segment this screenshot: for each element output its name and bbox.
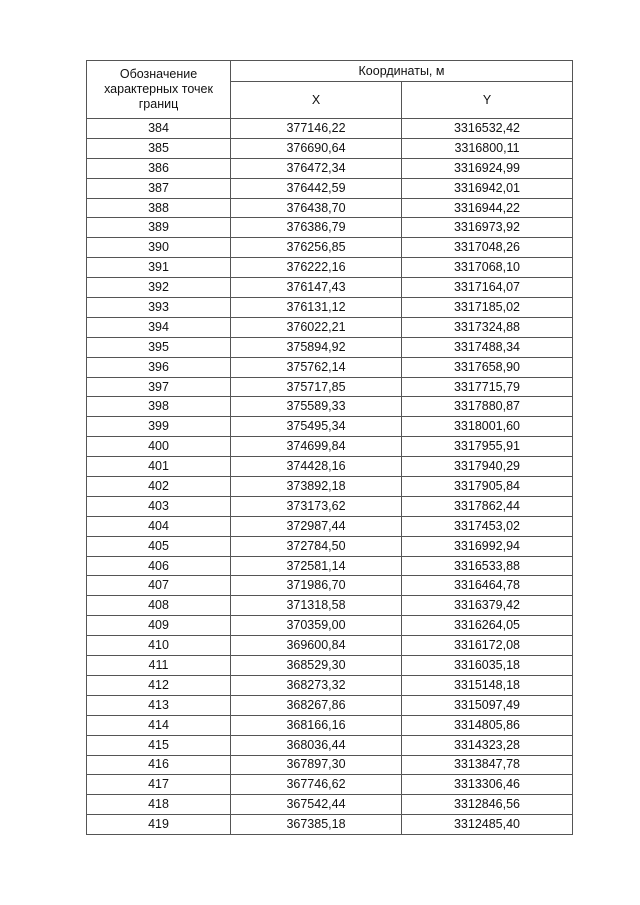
point-cell: 398 xyxy=(87,397,231,417)
y-cell: 3316973,92 xyxy=(402,218,573,238)
table-row xyxy=(87,357,573,377)
x-cell: 367542,44 xyxy=(231,795,402,815)
point-cell: 418 xyxy=(87,795,231,815)
point-cell: 386 xyxy=(87,158,231,178)
x-cell: 372581,14 xyxy=(231,556,402,576)
y-cell: 3317068,10 xyxy=(402,258,573,278)
y-cell: 3317715,79 xyxy=(402,377,573,397)
x-cell: 367897,30 xyxy=(231,755,402,775)
table-row xyxy=(87,158,573,178)
x-cell: 368036,44 xyxy=(231,735,402,755)
y-cell: 3314805,86 xyxy=(402,715,573,735)
y-cell: 3316379,42 xyxy=(402,596,573,616)
x-cell: 375717,85 xyxy=(231,377,402,397)
point-cell: 412 xyxy=(87,675,231,695)
table-row xyxy=(87,138,573,158)
x-cell: 371986,70 xyxy=(231,576,402,596)
point-cell: 403 xyxy=(87,496,231,516)
table-body xyxy=(87,119,573,835)
y-cell: 3316532,42 xyxy=(402,119,573,139)
x-cell: 372987,44 xyxy=(231,516,402,536)
y-cell: 3312485,40 xyxy=(402,815,573,835)
x-cell: 368529,30 xyxy=(231,656,402,676)
point-cell: 395 xyxy=(87,337,231,357)
coordinates-table xyxy=(86,60,573,835)
table-row xyxy=(87,417,573,437)
x-cell: 376442,59 xyxy=(231,178,402,198)
y-cell: 3316942,01 xyxy=(402,178,573,198)
point-cell: 416 xyxy=(87,755,231,775)
point-cell: 406 xyxy=(87,556,231,576)
table-row xyxy=(87,238,573,258)
table-row xyxy=(87,815,573,835)
table-row xyxy=(87,675,573,695)
table-row xyxy=(87,278,573,298)
point-cell: 391 xyxy=(87,258,231,278)
y-cell: 3317940,29 xyxy=(402,457,573,477)
table-row xyxy=(87,496,573,516)
y-cell: 3318001,60 xyxy=(402,417,573,437)
x-cell: 374428,16 xyxy=(231,457,402,477)
table-row xyxy=(87,715,573,735)
point-cell: 393 xyxy=(87,298,231,318)
point-cell: 397 xyxy=(87,377,231,397)
y-cell: 3316264,05 xyxy=(402,616,573,636)
point-cell: 414 xyxy=(87,715,231,735)
point-cell: 385 xyxy=(87,138,231,158)
table-row xyxy=(87,298,573,318)
x-cell: 373892,18 xyxy=(231,477,402,497)
table-row xyxy=(87,457,573,477)
point-label-header: Обозначение характерных точек границ xyxy=(87,61,231,119)
y-cell: 3317453,02 xyxy=(402,516,573,536)
y-cell: 3316924,99 xyxy=(402,158,573,178)
x-cell: 376222,16 xyxy=(231,258,402,278)
y-cell: 3313306,46 xyxy=(402,775,573,795)
table-row xyxy=(87,556,573,576)
y-column-header: Y xyxy=(402,82,573,119)
table-row xyxy=(87,218,573,238)
y-cell: 3315148,18 xyxy=(402,675,573,695)
x-cell: 376256,85 xyxy=(231,238,402,258)
point-cell: 409 xyxy=(87,616,231,636)
table-row xyxy=(87,636,573,656)
table-header xyxy=(87,61,573,119)
x-cell: 376131,12 xyxy=(231,298,402,318)
y-cell: 3312846,56 xyxy=(402,795,573,815)
y-cell: 3313847,78 xyxy=(402,755,573,775)
x-cell: 376022,21 xyxy=(231,317,402,337)
y-cell: 3317164,07 xyxy=(402,278,573,298)
point-cell: 413 xyxy=(87,695,231,715)
y-cell: 3317658,90 xyxy=(402,357,573,377)
x-cell: 370359,00 xyxy=(231,616,402,636)
point-cell: 384 xyxy=(87,119,231,139)
table-row xyxy=(87,317,573,337)
table-row xyxy=(87,377,573,397)
table-row xyxy=(87,775,573,795)
point-cell: 389 xyxy=(87,218,231,238)
x-cell: 375894,92 xyxy=(231,337,402,357)
table-row xyxy=(87,397,573,417)
y-cell: 3317862,44 xyxy=(402,496,573,516)
table-row xyxy=(87,178,573,198)
x-cell: 375495,34 xyxy=(231,417,402,437)
x-cell: 375762,14 xyxy=(231,357,402,377)
table-row xyxy=(87,337,573,357)
x-cell: 375589,33 xyxy=(231,397,402,417)
x-cell: 367746,62 xyxy=(231,775,402,795)
point-cell: 399 xyxy=(87,417,231,437)
point-cell: 394 xyxy=(87,317,231,337)
x-cell: 377146,22 xyxy=(231,119,402,139)
point-cell: 407 xyxy=(87,576,231,596)
table-row xyxy=(87,656,573,676)
x-cell: 376147,43 xyxy=(231,278,402,298)
table-row xyxy=(87,437,573,457)
y-cell: 3317955,91 xyxy=(402,437,573,457)
x-cell: 368267,86 xyxy=(231,695,402,715)
x-column-header: X xyxy=(231,82,402,119)
x-cell: 371318,58 xyxy=(231,596,402,616)
y-cell: 3316464,78 xyxy=(402,576,573,596)
point-cell: 402 xyxy=(87,477,231,497)
y-cell: 3316944,22 xyxy=(402,198,573,218)
y-cell: 3316992,94 xyxy=(402,536,573,556)
x-cell: 376472,34 xyxy=(231,158,402,178)
table-row xyxy=(87,616,573,636)
x-cell: 376690,64 xyxy=(231,138,402,158)
y-cell: 3317488,34 xyxy=(402,337,573,357)
point-cell: 401 xyxy=(87,457,231,477)
x-cell: 368166,16 xyxy=(231,715,402,735)
point-cell: 388 xyxy=(87,198,231,218)
x-cell: 368273,32 xyxy=(231,675,402,695)
x-cell: 372784,50 xyxy=(231,536,402,556)
y-cell: 3317048,26 xyxy=(402,238,573,258)
point-cell: 400 xyxy=(87,437,231,457)
point-cell: 404 xyxy=(87,516,231,536)
x-cell: 374699,84 xyxy=(231,437,402,457)
y-cell: 3317324,88 xyxy=(402,317,573,337)
table-row xyxy=(87,596,573,616)
point-cell: 405 xyxy=(87,536,231,556)
header-row-1 xyxy=(87,61,573,82)
y-cell: 3317880,87 xyxy=(402,397,573,417)
table-row xyxy=(87,119,573,139)
table-row xyxy=(87,795,573,815)
y-cell: 3316035,18 xyxy=(402,656,573,676)
table-row xyxy=(87,536,573,556)
point-cell: 408 xyxy=(87,596,231,616)
table-row xyxy=(87,576,573,596)
point-cell: 390 xyxy=(87,238,231,258)
x-cell: 367385,18 xyxy=(231,815,402,835)
x-cell: 373173,62 xyxy=(231,496,402,516)
x-cell: 376438,70 xyxy=(231,198,402,218)
point-cell: 411 xyxy=(87,656,231,676)
table-row xyxy=(87,477,573,497)
y-cell: 3316800,11 xyxy=(402,138,573,158)
table-row xyxy=(87,516,573,536)
point-cell: 396 xyxy=(87,357,231,377)
y-cell: 3317905,84 xyxy=(402,477,573,497)
table-row xyxy=(87,695,573,715)
y-cell: 3317185,02 xyxy=(402,298,573,318)
point-cell: 387 xyxy=(87,178,231,198)
y-cell: 3315097,49 xyxy=(402,695,573,715)
point-cell: 415 xyxy=(87,735,231,755)
table-row xyxy=(87,258,573,278)
y-cell: 3316172,08 xyxy=(402,636,573,656)
table-row xyxy=(87,198,573,218)
point-cell: 392 xyxy=(87,278,231,298)
point-cell: 419 xyxy=(87,815,231,835)
table-row xyxy=(87,755,573,775)
y-cell: 3316533,88 xyxy=(402,556,573,576)
y-cell: 3314323,28 xyxy=(402,735,573,755)
point-cell: 417 xyxy=(87,775,231,795)
x-cell: 376386,79 xyxy=(231,218,402,238)
coordinates-header: Координаты, м xyxy=(231,61,573,82)
point-cell: 410 xyxy=(87,636,231,656)
table-row xyxy=(87,735,573,755)
x-cell: 369600,84 xyxy=(231,636,402,656)
